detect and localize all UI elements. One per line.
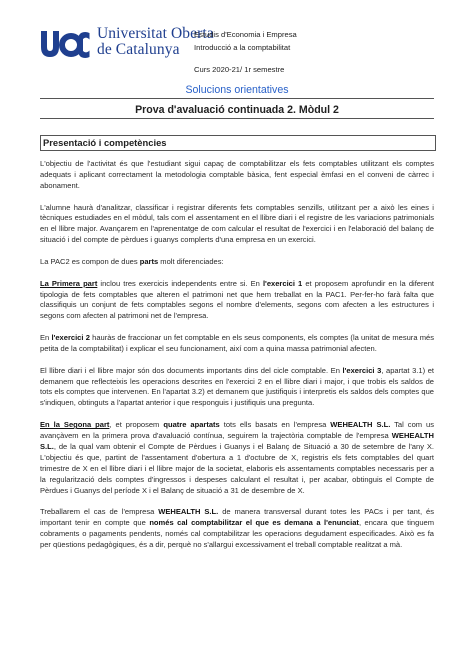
page-title: Prova d'avaluació continuada 2. Mòdul 2 [135,104,339,116]
text-run: tots ells basats en l'empresa [219,420,331,430]
bold-run: només cal comptabilitzar el que es demana a l'enunciat [149,518,359,528]
paragraph-objective: L'objectiu de l'activitat és que l'estudiant sigui capaç de comptabilitzar els fets comptables utilitzant els comptes adequats i aplicant correctament la metodologia comptable bàsica, fent especial èmfasi en el conveni de càrrec i abonament. [40,159,434,190]
text-run: Treballarem el cas de l'empresa [40,507,159,517]
text-run: En [40,333,52,343]
text-run: hauràs de fraccionar un fet comptable en els seus components, els comptes (la unitat de mesura més petita de la comptabilitat) i explicar el seu funcionament, així com a quina massa patrimonial afecten. [40,333,434,353]
bold-run: WEHEALTH S.L. [158,507,219,517]
title-divider [40,118,434,119]
subtitle-divider [40,98,434,99]
bold-run: l'exercici 1 [262,278,303,288]
course-name: Introducció a la comptabilitat [194,43,291,52]
program-name: Estudis d'Economia i Empresa [194,30,297,39]
uoc-logo-mark [40,25,90,59]
first-part-label: La Primera part [40,278,98,288]
text-run: molt diferenciades: [158,256,224,266]
paragraph-exercise-2 [40,333,434,355]
text-run: Tal com us avançàvem en la primera prova d'avaluació contínua, seguirem la trajectòria comptable de l'empresa [40,420,435,440]
paragraph-exercise-3 [40,366,434,410]
uoc-mark-icon [40,27,90,59]
text-run: , de la qual vam obtenir el Compte de Pèrdues i Guanys i el Balanç de Situació a 30 de setembre de l'any X. L'objectiu és que, partint de l'assentament d'obertura a 1 d'octubre de X, registris els fets comptables del quart trimestre de X en el llibre diari i el llibre major de la societat, elaboris els assentaments comptables necessaris per a la regularització dels comptes d'ingressos i despeses calculant el resultat i, per acabar, obtinguis el Compte de Pèrdues i Guanys del període X i el Balanç de situació a 31 de desembre de X. [40,441,434,495]
uoc-logo [40,22,214,62]
uoc-logo-line2: de Catalunya [97,41,180,58]
bold-run: quatre apartats [163,420,220,430]
page-subtitle: Solucions orientatives [185,84,289,96]
paragraph-parts-intro [40,257,434,268]
bold-run: WEHEALTH S.L. [40,431,434,451]
uoc-logo-line1: Universitat Oberta [97,25,214,42]
second-part-label: En la Segona part [40,420,110,430]
bold-run: l'exercici 2 [51,333,90,343]
bold-run: WEHEALTH S.L. [330,420,391,430]
text-run: de manera transversal durant totes les PACs i per tant, és important tenir en compte que [40,507,434,528]
section-heading: Presentació i competències [40,135,436,151]
text-run: , encara que tinguem cobraments o pagaments pendents, només cal comptabilitzar les operacions degudament especificades. Això es fa per qüestions pedagògiques, és a dir, perquè no s'allargui excessivament el treball comptable realitzat a mà. [40,518,435,549]
paragraph-transversal-case [40,507,434,551]
text-run: , apartat 3.1) et demanem que reflecteixis les operacions descrites en l'exercici 2 en el llibre diari i major, i que trobis els saldos de tots els comptes que intervenen. En l'apartat 3.2) et demanem que justifiquis i interpretis els saldos dels comptes que s'indiquen, obtinguts a l'apartat anterior i que responguis i justifiquis una pregunta. [40,365,434,408]
text-run: et proposem aprofundir en la diferent tipologia de fets comptables que alteren el patrimoni net que hem treballat en la PAC1. Per-fer-ho farà falta que classifiquis un conjunt de fets comptables segons el nombre d'elements, segons com afecten a les estructures i segons com afecten al patrimoni net de l'empresa. [40,278,435,321]
course-term: Curs 2020-21/ 1r semestre [194,65,285,74]
course-info [194,28,297,76]
bold-run: l'exercici 3 [342,365,382,375]
text-run: La PAC2 es compon de dues [40,256,140,266]
paragraph-student-tasks: L'alumne haurà d'analitzar, classificar i registrar diferents fets comptables senzills, utilitzant per a això les eines i tècniques estudiades en el mòdul, tals com el assentament en el llibre diari i el registre de les variacions patrimonials en el llibre major. Avançarem en l'aprenentatge de com calcular el resultat de l'exercici i en l'elaboració del balanç de situació i del compte de pèrdues i guanys complerts d'una empresa en un exercici. [40,202,434,245]
text-run: El llibre diari i el llibre major són dos documents importants dins del cicle comptable. En [40,365,343,375]
paragraph-second-part [40,420,434,496]
paragraph-first-part [40,279,434,323]
document-body [40,159,434,562]
text-run: , et proposem [109,420,164,430]
bold-run: parts [139,256,159,266]
text-run: inclou tres exercicis independents entre si. En [97,278,263,288]
